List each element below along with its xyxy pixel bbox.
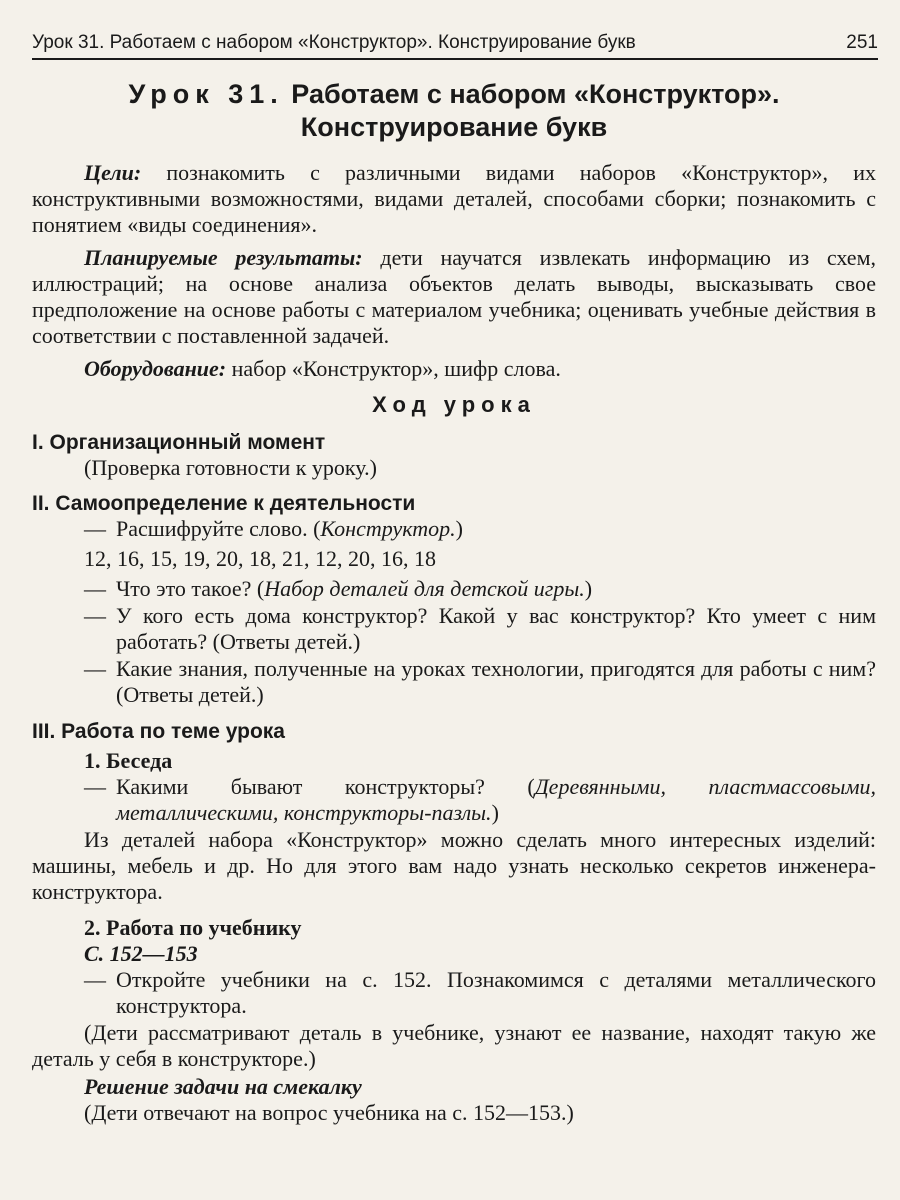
goals-paragraph bbox=[32, 160, 876, 238]
course-heading: Ход урока bbox=[372, 392, 536, 417]
dialogue-line: — Что это такое? (Набор деталей для детской игры.) bbox=[84, 576, 593, 601]
section-1-heading: I. Организационный момент bbox=[32, 431, 326, 454]
dash-mark: — bbox=[84, 516, 106, 541]
section-3-heading: III. Работа по теме урока bbox=[32, 720, 285, 743]
equipment-text: набор «Конструктор», шифр слова. bbox=[231, 356, 561, 381]
goals-label: Цели: bbox=[84, 160, 142, 185]
section-1-text: (Проверка готовности к уроку.) bbox=[84, 455, 377, 480]
dash-mark: — bbox=[84, 603, 106, 628]
dialogue-line: — Расшифруйте слово. (Конструктор.) bbox=[84, 516, 463, 541]
equipment-paragraph bbox=[32, 356, 876, 382]
dialogue-line: — У кого есть дома конструктор? Какой у вас конструктор? Кто умеет с ним работать? (Ответы детей.) bbox=[84, 603, 876, 654]
dialogue-line: — Откройте учебники на с. 152. Познакомимся с деталями металлического конструктора. bbox=[84, 967, 876, 1018]
textbook-pages: С. 152—153 bbox=[84, 941, 198, 966]
riddle-heading: Решение задачи на смекалку bbox=[84, 1074, 362, 1099]
dialogue-line: — Какие знания, полученные на уроках технологии, пригодятся для работы с ним? (Ответы детей.) bbox=[84, 656, 876, 707]
results-label: Планируемые результаты: bbox=[84, 245, 363, 270]
section-3-paragraph: Из деталей набора «Конструктор» можно сделать много интересных изделий: машины, мебель и др. Но для этого вам надо узнать несколько секретов инженера-конструктора. bbox=[32, 827, 876, 904]
dash-mark: — bbox=[84, 774, 106, 799]
answer-italic: Конструктор. bbox=[320, 516, 456, 541]
running-header bbox=[32, 32, 878, 60]
dash-mark: — bbox=[84, 656, 106, 681]
dash-mark: — bbox=[84, 576, 106, 601]
lesson-title-line1: Работаем с набором «Конструктор». bbox=[291, 79, 780, 109]
answer-italic: Набор деталей для детской игры. bbox=[264, 576, 585, 601]
running-title: Урок 31. Работаем с набором «Конструктор». Конструирование букв bbox=[32, 32, 636, 53]
lesson-title bbox=[32, 78, 876, 144]
page-number: 251 bbox=[846, 32, 878, 53]
cipher-numbers: 12, 16, 15, 19, 20, 18, 21, 12, 20, 16, 18 bbox=[84, 546, 436, 571]
subsection-talk: 1. Беседа bbox=[84, 748, 173, 773]
results-paragraph bbox=[32, 245, 876, 349]
riddle-activity: (Дети отвечают на вопрос учебника на с. 152—153.) bbox=[84, 1100, 574, 1125]
lesson-title-prefix: Урок 31. bbox=[128, 79, 284, 109]
equipment-label: Оборудование: bbox=[84, 356, 227, 381]
subsection-textbook: 2. Работа по учебнику bbox=[84, 915, 302, 940]
dash-mark: — bbox=[84, 967, 106, 992]
page-content bbox=[32, 78, 876, 1133]
goals-text: познакомить с различными видами наборов «Конструктор», их конструктивными возможностями, видами деталей, способами сборки; познакомить с понятием «виды соединения». bbox=[32, 160, 877, 237]
results-text: дети научатся извлекать информацию из схем, иллюстраций; на основе анализа объектов делать выводы, высказывать свое предположение на основе работы с материалом учебника; оценивать учебные действия в соответствии с поставленной задачей. bbox=[32, 245, 876, 348]
answer-italic: Деревянными, пластмассовыми, металлическими, конструкторы-пазлы. bbox=[116, 774, 876, 825]
children-activity: (Дети рассматривают деталь в учебнике, узнают ее название, находят такую же деталь у себя в конструкторе.) bbox=[32, 1020, 876, 1071]
section-2-heading: II. Самоопределение к деятельности bbox=[32, 492, 416, 515]
lesson-title-line2: Конструирование букв bbox=[300, 112, 608, 142]
dialogue-line: — Какими бывают конструкторы? (Деревянными, пластмассовыми, металлическими, конструкторы-пазлы.) bbox=[84, 774, 876, 825]
